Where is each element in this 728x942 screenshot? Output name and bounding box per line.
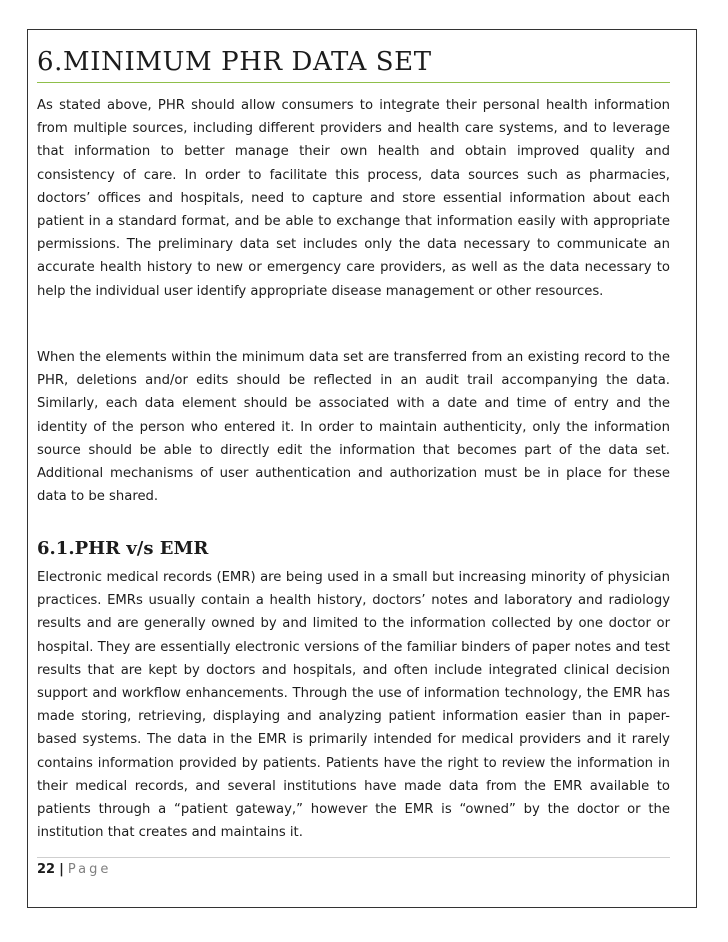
paragraph-emr: Electronic medical records (EMR) are being used in a small but increasing minority of physician practices. EMRs usually contain a health history, doctors’ notes and laboratory and radiology results and are generally owned by and limited to the information collected by one doctor or hospital. They are essentially electronic versions of the familiar binders of paper notes and test results that are kept by doctors and hospitals, and often include integrated clinical decision support and workflow enhancements. Through the use of information technology, the EMR has made storing, retrieving, displaying and analyzing patient information easier than in paper-based systems. The data in the EMR is primarily intended for medical providers and it rarely contains information provided by patients. Patients have the right to review the information in their medical records, and several institutions have made data from the EMR available to patients through a “patient gateway,” however the EMR is “owned” by the doctor or the institution that creates and maintains it.: [37, 570, 670, 841]
page-footer: [37, 862, 111, 877]
paragraph-intro: As stated above, PHR should allow consumers to integrate their personal health information from multiple sources, including different providers and health care systems, and to leverage that information to better manage their own health and obtain improved quality and consistency of care. In order to facilitate this process, data sources such as pharmacies, doctors’ offices and hospitals, need to capture and store essential information about each patient in a standard format, and be able to exchange that information easily with appropriate permissions. The preliminary data set includes only the data necessary to communicate an accurate health history to new or emergency care providers, as well as the data necessary to help the individual user identify appropriate disease management or other resources.: [37, 98, 670, 299]
paragraph-audit-trail: When the elements within the minimum data set are transferred from an existing record to the PHR, deletions and/or edits should be reflected in an audit trail accompanying the data. Similarly, each data element should be associated with a date and time of entry and the identity of the person who entered it. In order to maintain authenticity, only the information source should be able to directly edit the information that becomes part of the data set. Additional mechanisms of user authentication and authorization must be in place for these data to be shared.: [37, 350, 670, 505]
heading-underline: [37, 82, 670, 83]
subsection-heading: 6.1.PHR v/s EMR: [37, 538, 209, 559]
page-label: Page: [67, 862, 112, 877]
page-number: 22: [37, 862, 56, 877]
footer-divider: [37, 857, 670, 858]
footer-separator: |: [59, 862, 64, 877]
section-heading: 6.MINIMUM PHR DATA SET: [37, 47, 432, 77]
